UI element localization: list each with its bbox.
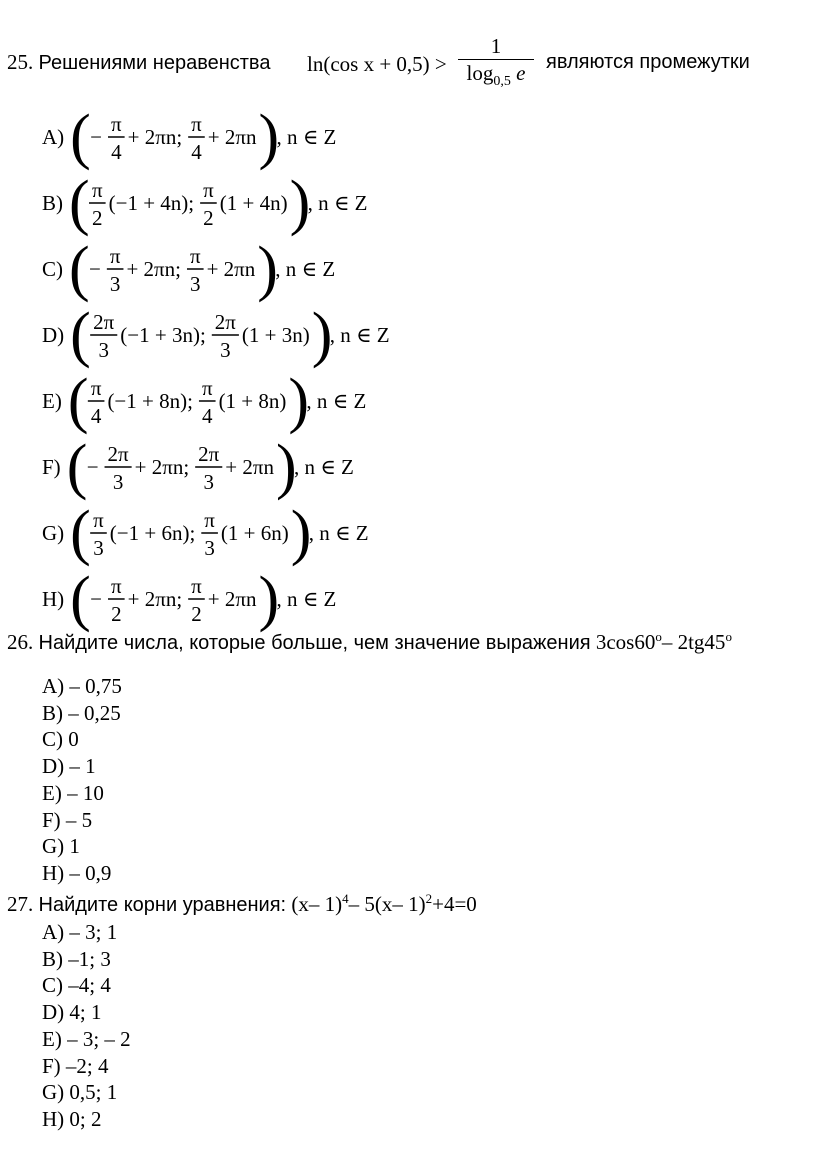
option-formula (42, 232, 422, 303)
left-parenthesis: ( (66, 433, 88, 501)
option-formula (42, 562, 422, 633)
equation-power-2: 2 (425, 891, 433, 906)
right-fraction-denominator: 3 (190, 272, 201, 296)
left-fraction-numerator: π (111, 112, 122, 136)
degree-mark-1: o (655, 629, 662, 644)
right-fraction-denominator: 2 (191, 602, 202, 626)
log-argument: e (516, 61, 526, 85)
question-25-inequality-lhs (307, 52, 447, 77)
log-base: 0,5 (493, 74, 511, 90)
fraction-bar (458, 59, 534, 60)
right-fraction-numerator: 2π (198, 442, 220, 466)
left-fraction-denominator: 2 (111, 602, 122, 626)
right-tail: + 2πn (206, 257, 256, 281)
question-26-number: 26. (7, 630, 34, 654)
question-27-equation (291, 892, 476, 916)
option-formula (42, 364, 422, 435)
option-domain: , n ∈ Z (308, 521, 369, 545)
right-parenthesis: ) (257, 235, 278, 303)
right-parenthesis: ) (290, 499, 312, 567)
question-27-text: Найдите корни уравнения: (38, 894, 287, 916)
question-25-number: 25. (7, 50, 34, 74)
left-fraction-numerator: 2π (107, 442, 129, 466)
right-parenthesis: ) (258, 103, 280, 171)
left-sign: − (90, 587, 103, 611)
left-parenthesis: ( (67, 367, 89, 435)
fraction-denominator (458, 63, 534, 89)
option-domain: , n ∈ Z (293, 455, 354, 479)
log-label: log (466, 61, 494, 85)
right-fraction-numerator: π (191, 574, 202, 598)
right-parenthesis: ) (311, 301, 333, 369)
option-d[interactable]: D) – 1 (42, 754, 96, 779)
left-parenthesis: ( (69, 169, 90, 237)
right-parenthesis: ) (275, 433, 297, 501)
option-domain: , n ∈ Z (329, 323, 390, 347)
left-fraction-numerator: π (92, 178, 103, 202)
option-a[interactable]: A) – 3; 1 (42, 920, 118, 944)
option-domain: , n ∈ Z (306, 389, 367, 413)
left-fraction-numerator: π (111, 574, 122, 598)
equation-part-a: (x– 1) (291, 892, 343, 916)
fraction-numerator: 1 (490, 34, 502, 58)
left-sign: − (89, 257, 101, 281)
option-formula (42, 430, 422, 501)
option-h[interactable]: H) – 0,9 (42, 860, 112, 885)
equation-part-c: +4=0 (432, 892, 477, 916)
option-c[interactable]: C) –4; 4 (42, 973, 111, 998)
left-tail: (−1 + 4n); (108, 191, 195, 215)
left-tail: + 2πn; (134, 455, 190, 479)
left-parenthesis: ( (70, 565, 91, 633)
right-fraction-numerator: π (204, 508, 215, 532)
question-26-options (42, 673, 122, 887)
left-tail: (−1 + 3n); (120, 323, 206, 347)
option-c[interactable]: C) 0 (42, 727, 79, 752)
option-g[interactable]: G) 1 (42, 834, 80, 859)
left-tail: + 2πn; (126, 257, 181, 281)
option-domain: , n ∈ Z (307, 191, 368, 215)
expression-part-a: 3cos60 (595, 630, 656, 654)
question-25-heading (7, 52, 270, 73)
option-label: D) (42, 323, 65, 347)
right-fraction-denominator: 3 (204, 536, 215, 560)
option-domain: , n ∈ Z (276, 125, 337, 149)
option-e[interactable]: E) – 10 (42, 780, 104, 805)
option-b[interactable]: B) – 0,25 (42, 700, 121, 725)
left-fraction-denominator: 3 (93, 536, 104, 560)
option-label: G) (42, 521, 65, 545)
question-26-text: Найдите числа, которые больше, чем значение выражения (38, 632, 591, 654)
left-parenthesis: ( (70, 301, 91, 369)
question-26-heading (7, 630, 732, 653)
option-label: B) (42, 191, 63, 215)
left-tail: (−1 + 6n); (109, 521, 196, 545)
left-fraction-denominator: 4 (90, 404, 102, 428)
option-f[interactable]: F) – 5 (42, 807, 93, 832)
right-tail: (1 + 4n) (219, 191, 288, 215)
right-fraction-denominator: 4 (202, 404, 213, 428)
option-b[interactable]: B) –1; 3 (42, 946, 111, 971)
left-parenthesis: ( (69, 235, 90, 303)
right-fraction-numerator: π (203, 178, 214, 202)
left-fraction-denominator: 3 (112, 470, 124, 494)
option-a[interactable]: A) – 0,75 (42, 674, 122, 698)
right-parenthesis: ) (289, 169, 311, 237)
right-parenthesis: ) (288, 367, 310, 435)
left-tail: (−1 + 8n); (107, 389, 193, 413)
left-fraction-numerator: π (109, 244, 121, 268)
equation-power-1: 4 (342, 891, 349, 906)
option-e[interactable]: E) – 3; – 2 (42, 1026, 131, 1051)
option-formula (42, 100, 422, 171)
option-formula (42, 166, 422, 237)
right-fraction-denominator: 4 (191, 140, 202, 164)
left-sign: − (90, 125, 103, 149)
question-27-options (42, 919, 131, 1133)
option-f[interactable]: F) –2; 4 (42, 1053, 109, 1078)
left-fraction-numerator: 2π (93, 310, 115, 334)
question-25-tail: являются промежутки (546, 51, 750, 73)
left-parenthesis: ( (70, 103, 91, 171)
left-tail: + 2πn; (127, 125, 183, 149)
left-fraction-denominator: 3 (98, 338, 109, 362)
option-h[interactable]: H) 0; 2 (42, 1106, 102, 1131)
right-fraction-denominator: 3 (203, 470, 214, 494)
option-label: A) (42, 125, 65, 149)
expression-part-b: – 2tg45 (661, 630, 726, 654)
option-label: F) (42, 455, 61, 479)
right-tail: (1 + 6n) (220, 521, 289, 545)
right-tail: + 2πn (207, 125, 257, 149)
right-tail: (1 + 3n) (241, 323, 310, 347)
right-fraction-numerator: π (191, 112, 202, 136)
right-fraction-denominator: 3 (220, 338, 231, 362)
left-fraction-denominator: 2 (92, 206, 103, 230)
inequality-rhs-fraction (458, 36, 534, 89)
question-25-lead: Решениями неравенства (38, 52, 271, 74)
left-tail: + 2πn; (127, 587, 183, 611)
question-27-heading (7, 892, 477, 915)
right-tail: (1 + 8n) (218, 389, 287, 413)
option-d[interactable]: D) 4; 1 (42, 1000, 102, 1025)
degree-mark-2: o (725, 629, 732, 644)
equation-part-b: – 5(x– 1) (348, 892, 426, 916)
left-fraction-denominator: 3 (109, 272, 121, 296)
left-fraction-numerator: π (90, 376, 102, 400)
question-27-number: 27. (7, 892, 34, 916)
left-fraction-denominator: 4 (111, 140, 122, 164)
option-label: E) (42, 389, 62, 413)
right-tail: + 2πn (225, 455, 274, 479)
inequality-lhs: ln(cos x + 0,5) > (307, 52, 447, 76)
option-formula (42, 496, 422, 567)
right-parenthesis: ) (258, 565, 280, 633)
option-formula (42, 298, 422, 369)
option-domain: , n ∈ Z (275, 257, 336, 281)
right-fraction-numerator: 2π (214, 310, 236, 334)
left-fraction-numerator: π (93, 508, 104, 532)
right-fraction-numerator: π (189, 244, 201, 268)
left-parenthesis: ( (70, 499, 91, 567)
right-fraction-denominator: 2 (203, 206, 214, 230)
right-fraction-numerator: π (201, 376, 213, 400)
left-sign: − (86, 455, 99, 479)
right-tail: + 2πn (207, 587, 257, 611)
option-label: C) (42, 257, 63, 281)
option-domain: , n ∈ Z (276, 587, 337, 611)
option-label: H) (42, 587, 65, 611)
option-g[interactable]: G) 0,5; 1 (42, 1080, 118, 1105)
question-26-expression (596, 630, 732, 654)
